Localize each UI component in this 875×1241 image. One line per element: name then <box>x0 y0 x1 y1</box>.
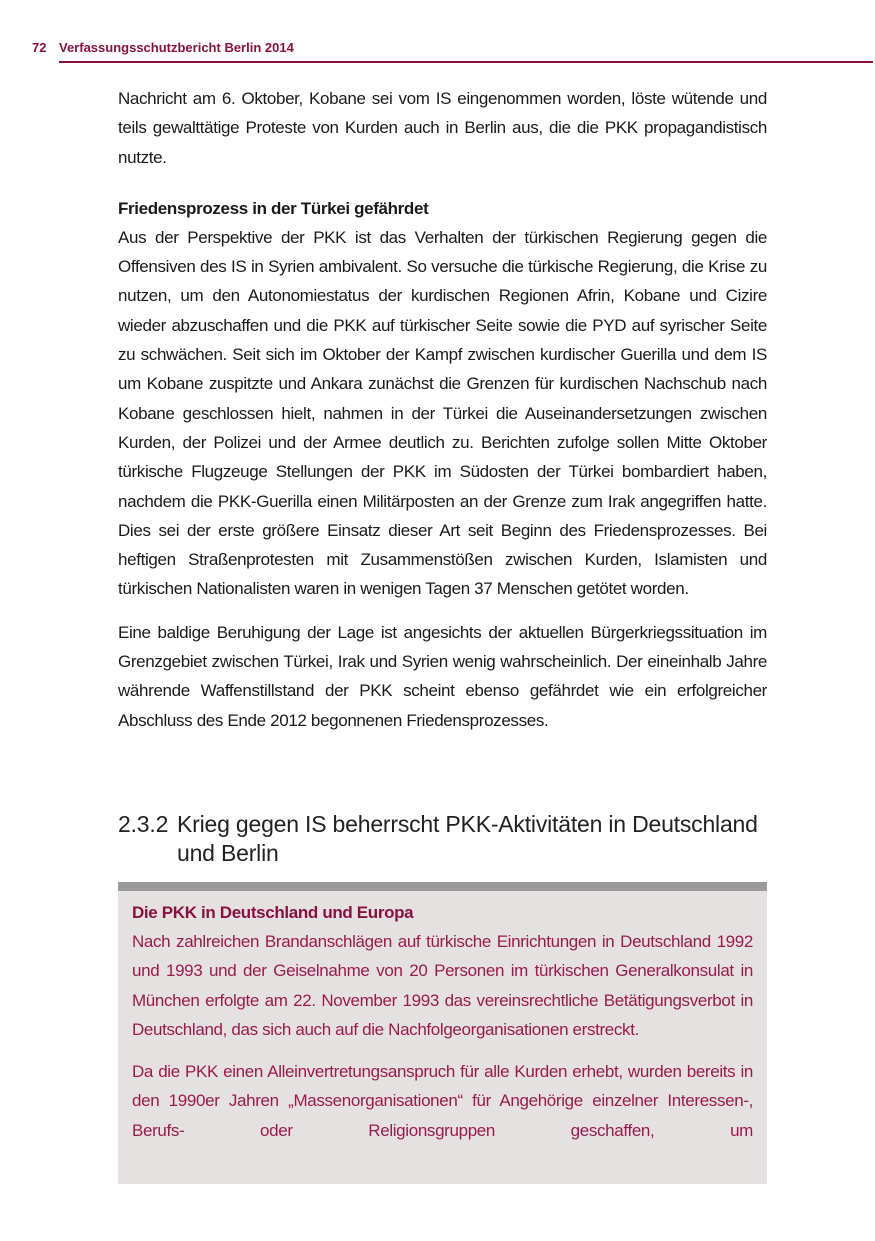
page-number: 72 <box>32 40 47 55</box>
subsection-title: Friedensprozess in der Türkei gefährdet <box>118 198 429 218</box>
section-title: Krieg gegen IS beherrscht PKK-Aktivitäten in Deutschland und Berlin <box>177 811 758 866</box>
infobox-title: Die PKK in Deutschland und Europa <box>132 903 414 922</box>
report-title: Verfassungsschutzbericht Berlin 2014 <box>59 40 294 55</box>
body-text <box>118 84 767 735</box>
infobox-body <box>118 891 767 1145</box>
infobox-top-bar <box>118 882 767 891</box>
header-divider <box>59 61 873 63</box>
infobox-paragraph: Da die PKK einen Alleinvertretungsanspruch für alle Kurden erhebt, wurden bereits in den 1990er Jahren „Massenorganisationen“ für Angehörige einzelner Interessen-, Berufs- oder Religionsgruppen geschaffen, um <box>132 1062 753 1140</box>
section-heading <box>118 810 767 868</box>
section-number: 2.3.2 <box>118 811 169 837</box>
infobox <box>118 882 767 1184</box>
paragraph: Eine baldige Beruhigung der Lage ist angesichts der aktuellen Bürgerkriegssituation im Grenzgebiet zwischen Türkei, Irak und Syrien wenig wahrscheinlich. Der eineinhalb Jahre währende Waffenstillstand der PKK scheint ebenso gefährdet wie ein erfolgreicher Abschluss des Ende 2012 begonnenen Friedensprozesses. <box>118 622 767 730</box>
intro-paragraph: Nachricht am 6. Oktober, Kobane sei vom IS eingenommen worden, löste wütende und teils gewalttätige Proteste von Kurden auch in Berlin aus, die die PKK propagandistisch nutzte. <box>118 89 767 167</box>
paragraph: Aus der Perspektive der PKK ist das Verhalten der türkischen Regierung gegen die Offensiven des IS in Syrien ambivalent. So versuche die türkische Regierung, die Krise zu nutzen, um den Autonomiestatus der kurdischen Regionen Afrin, Kobane und Cizire wieder abzuschaffen und die PKK auf türkischer Seite sowie die PYD auf syrischer Seite zu schwächen. Seit sich im Oktober der Kampf zwischen kurdischer Guerilla und dem IS um Kobane zuspitzte und Ankara zunächst die Grenzen für kurdischen Nachschub nach Kobane geschlossen hielt, nahmen in der Türkei die Auseinandersetzungen zwischen Kurden, der Polizei und der Armee deutlich zu. Berichten zufolge sollen Mitte Oktober türkische Flugzeuge Stellungen der PKK im Südosten der Türkei bombardiert haben, nachdem die PKK-Guerilla einen Militärposten an der Grenze zum Irak angegriffen hatte. Dies sei der erste größere Einsatz dieser Art seit Beginn des Friedensprozesses. Bei heftigen Straßenprotesten mit Zusammenstößen zwischen Kurden, Islamisten und türkischen Nationalisten waren in wenigen Tagen 37 Menschen getötet worden. <box>118 227 767 599</box>
infobox-paragraph: Nach zahlreichen Brandanschlägen auf türkische Einrichtungen in Deutschland 1992 und 1993 und der Geiselnahme von 20 Personen im türkischen Generalkonsulat in München erfolgte am 22. November 1993 das vereinsrechtliche Betätigungsverbot in Deutschland, das sich auch auf die Nachfolgeorganisationen erstreckt. <box>132 932 753 1039</box>
